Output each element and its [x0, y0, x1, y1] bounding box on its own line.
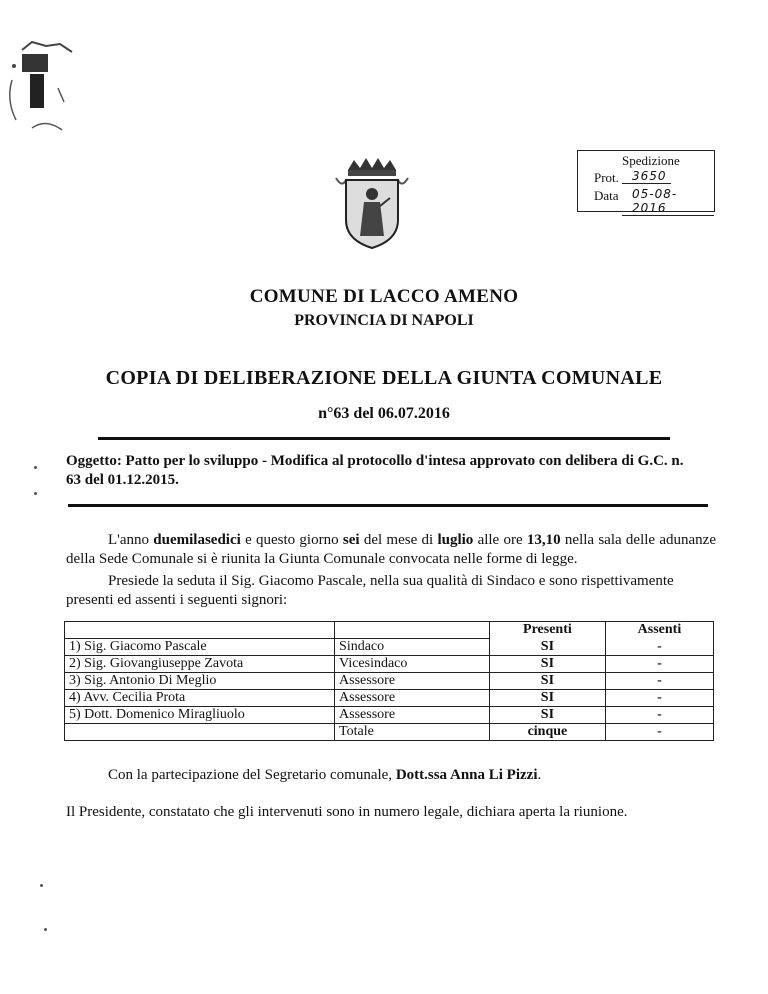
- intro-paragraph: [66, 531, 716, 569]
- member-name: 2) Sig. Giovangiuseppe Zavota: [65, 656, 335, 673]
- total-label: Totale: [335, 724, 490, 741]
- year-text: duemilasedici: [153, 532, 241, 548]
- month-text: luglio: [437, 532, 474, 548]
- table-row: [65, 639, 714, 656]
- table-row: [65, 707, 714, 724]
- coat-of-arms-icon: [332, 158, 412, 250]
- text: Con la partecipazione del Segretario comunale,: [108, 767, 396, 783]
- member-role: Assessore: [335, 690, 490, 707]
- total-presenti: cinque: [489, 724, 605, 741]
- member-assente: -: [605, 673, 713, 690]
- provincia-heading: PROVINCIA DI NAPOLI: [294, 312, 474, 329]
- text: nella sala delle adunanze della Sede Comunale si è riunita la Giunta Comunale convocata nelle forme di legge.: [66, 532, 716, 567]
- member-presente: SI: [489, 656, 605, 673]
- divider: [68, 504, 708, 507]
- member-role: Sindaco: [335, 639, 490, 656]
- data-label: Data: [594, 188, 619, 203]
- header-cell: [65, 622, 335, 639]
- member-role: Vicesindaco: [335, 656, 490, 673]
- time-text: 13,10: [526, 532, 561, 548]
- member-name: 5) Dott. Domenico Miragliuolo: [65, 707, 335, 724]
- scan-speck: [34, 492, 37, 495]
- member-assente: -: [605, 639, 713, 656]
- municipal-stamp-icon: [2, 40, 82, 140]
- text: e questo giorno: [240, 532, 343, 548]
- presidency-paragraph: Presiede la seduta il Sig. Giacomo Pascale, nella sua qualità di Sindaco e sono rispettivamente presenti ed assenti i seguenti signori:: [66, 573, 674, 608]
- spedizione-box: [577, 150, 715, 215]
- secretary-name: Dott.ssa Anna Li Pizzi: [395, 767, 538, 783]
- oggetto: [66, 452, 716, 490]
- member-assente: -: [605, 690, 713, 707]
- document-title: COPIA DI DELIBERAZIONE DELLA GIUNTA COMUNALE: [105, 367, 663, 389]
- header-presenti: Presenti: [489, 622, 605, 639]
- text: .: [537, 767, 542, 783]
- scan-speck: [44, 928, 47, 931]
- document-number: n°63 del 06.07.2016: [318, 405, 450, 422]
- secretary-paragraph: [108, 766, 541, 785]
- total-row: [65, 724, 714, 741]
- comune-heading: COMUNE DI LACCO AMENO: [249, 286, 519, 307]
- divider: [98, 437, 670, 440]
- member-role: Assessore: [335, 673, 490, 690]
- attendance-table: [64, 621, 714, 741]
- opening-paragraph: Il Presidente, constatato che gli intervenuti sono in numero legale, dichiara aperta la riunione.: [66, 804, 628, 820]
- prot-value: 3650: [622, 169, 671, 184]
- scan-speck: [34, 466, 37, 469]
- member-presente: SI: [489, 707, 605, 724]
- day-text: sei: [342, 532, 360, 548]
- member-assente: -: [605, 707, 713, 724]
- header-assenti: Assenti: [605, 622, 713, 639]
- member-presente: SI: [489, 673, 605, 690]
- text: del mese di: [359, 532, 438, 548]
- member-name: 3) Sig. Antonio Di Meglio: [65, 673, 335, 690]
- member-presente: SI: [489, 690, 605, 707]
- spedizione-title: Spedizione: [622, 153, 680, 168]
- member-name: 4) Avv. Cecilia Prota: [65, 690, 335, 707]
- table-row: [65, 673, 714, 690]
- total-empty: [65, 724, 335, 741]
- scan-speck: [40, 884, 43, 887]
- table-row: [65, 656, 714, 673]
- oggetto-line-2: 63 del 01.12.2015.: [66, 472, 179, 488]
- header-cell: [335, 622, 490, 639]
- data-value: 05-08-2016: [622, 187, 714, 216]
- member-role: Assessore: [335, 707, 490, 724]
- oggetto-line-1: Oggetto: Patto per lo sviluppo - Modifica al protocollo d'intesa approvato con delibera di G.C. n.: [66, 453, 684, 469]
- member-name: 1) Sig. Giacomo Pascale: [65, 639, 335, 656]
- member-presente: SI: [489, 639, 605, 656]
- prot-label: Prot.: [594, 170, 619, 185]
- member-assente: -: [605, 656, 713, 673]
- text: L'anno: [108, 532, 154, 548]
- text: alle ore: [473, 532, 527, 548]
- total-assenti: -: [605, 724, 713, 741]
- table-row: [65, 690, 714, 707]
